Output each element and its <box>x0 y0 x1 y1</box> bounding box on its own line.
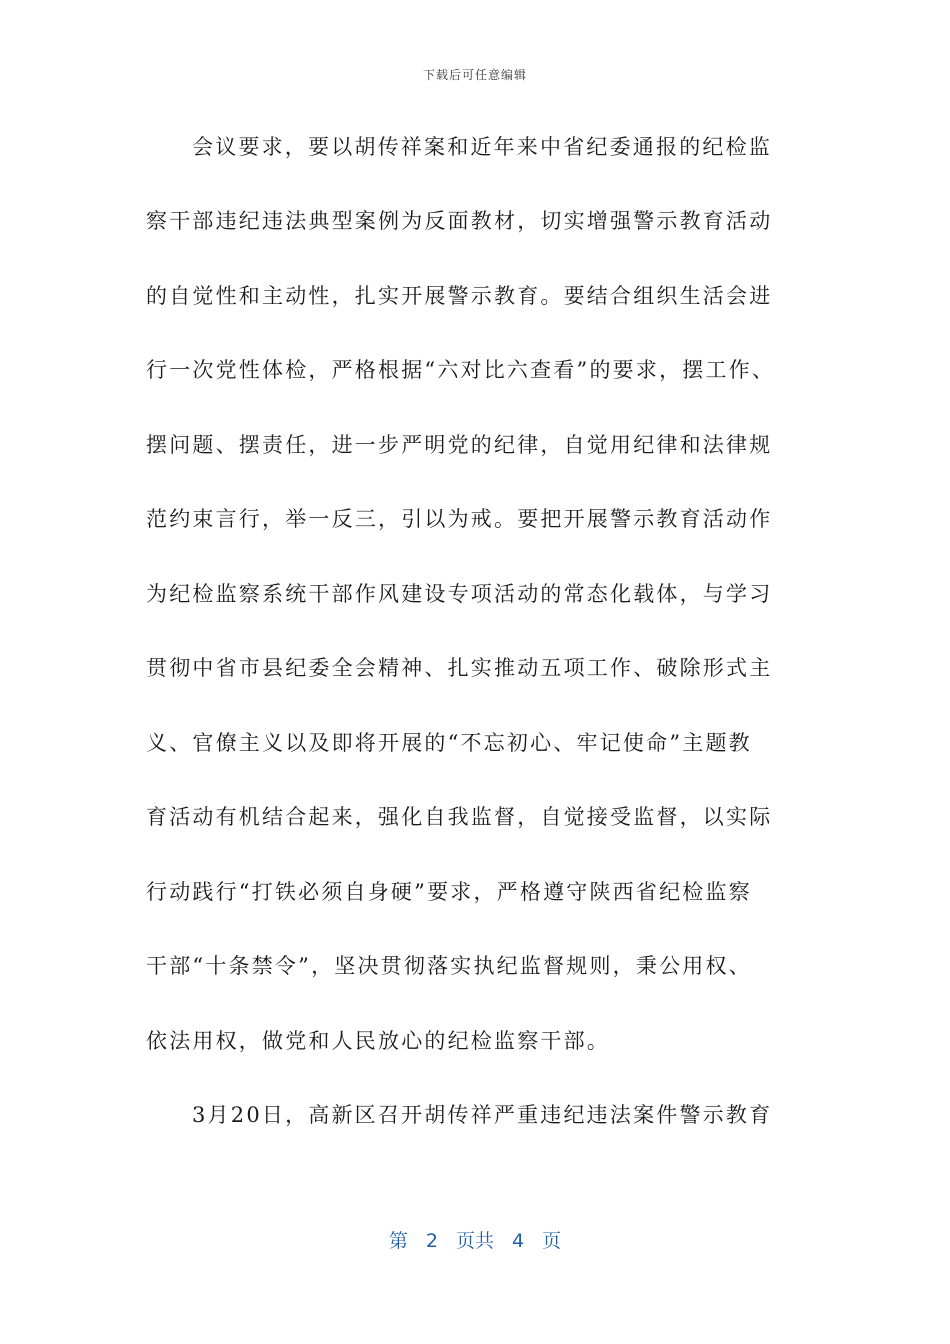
text-line: 义、官僚主义以及即将开展的“不忘初心、牢记使命”主题教 <box>146 731 752 755</box>
text-line: 的自觉性和主动性，扎实开展警示教育。要结合组织生活会进 <box>146 284 773 308</box>
text-line: 为纪检监察系统干部作风建设专项活动的常态化载体，与学习 <box>146 582 773 606</box>
text-line: 干部“十条禁令”，坚决贯彻落实执纪监督规则，秉公用权、 <box>146 954 752 978</box>
page-header-note: 下载后可任意编辑 <box>422 68 527 82</box>
footer-total-pages: 4 <box>512 1230 525 1252</box>
footer-label-ye: 页 <box>542 1230 562 1252</box>
text-line: 育活动有机结合起来，强化自我监督，自觉接受监督，以实际 <box>146 805 773 829</box>
text-line: 依法用权，做党和人民放心的纪检监察干部。 <box>146 1029 610 1053</box>
text-line: 范约束言行，举一反三，引以为戒。要把开展警示教育活动作 <box>146 507 773 531</box>
text-line: 行一次党性体检，严格根据“六对比六查看”的要求，摆工作、 <box>146 358 776 382</box>
text-line: 行动践行“打铁必须自身硬”要求，严格遵守陕西省纪检监察 <box>146 880 752 904</box>
page-footer <box>0 1226 950 1253</box>
text-line: 3月20日，高新区召开胡传祥严重违纪违法案件警示教育 <box>192 1103 773 1127</box>
text-line: 会议要求，要以胡传祥案和近年来中省纪委通报的纪检监 <box>192 135 772 159</box>
text-line: 贯彻中省市县纪委全会精神、扎实推动五项工作、破除形式主 <box>146 656 773 680</box>
footer-label-ye-gong: 页共 <box>455 1230 494 1252</box>
text-line: 察干部违纪违法典型案例为反面教材，切实增强警示教育活动 <box>146 209 773 233</box>
footer-label-di: 第 <box>388 1230 408 1252</box>
footer-current-page: 2 <box>425 1230 438 1252</box>
text-line: 摆问题、摆责任，进一步严明党的纪律，自觉用纪律和法律规 <box>146 433 773 457</box>
